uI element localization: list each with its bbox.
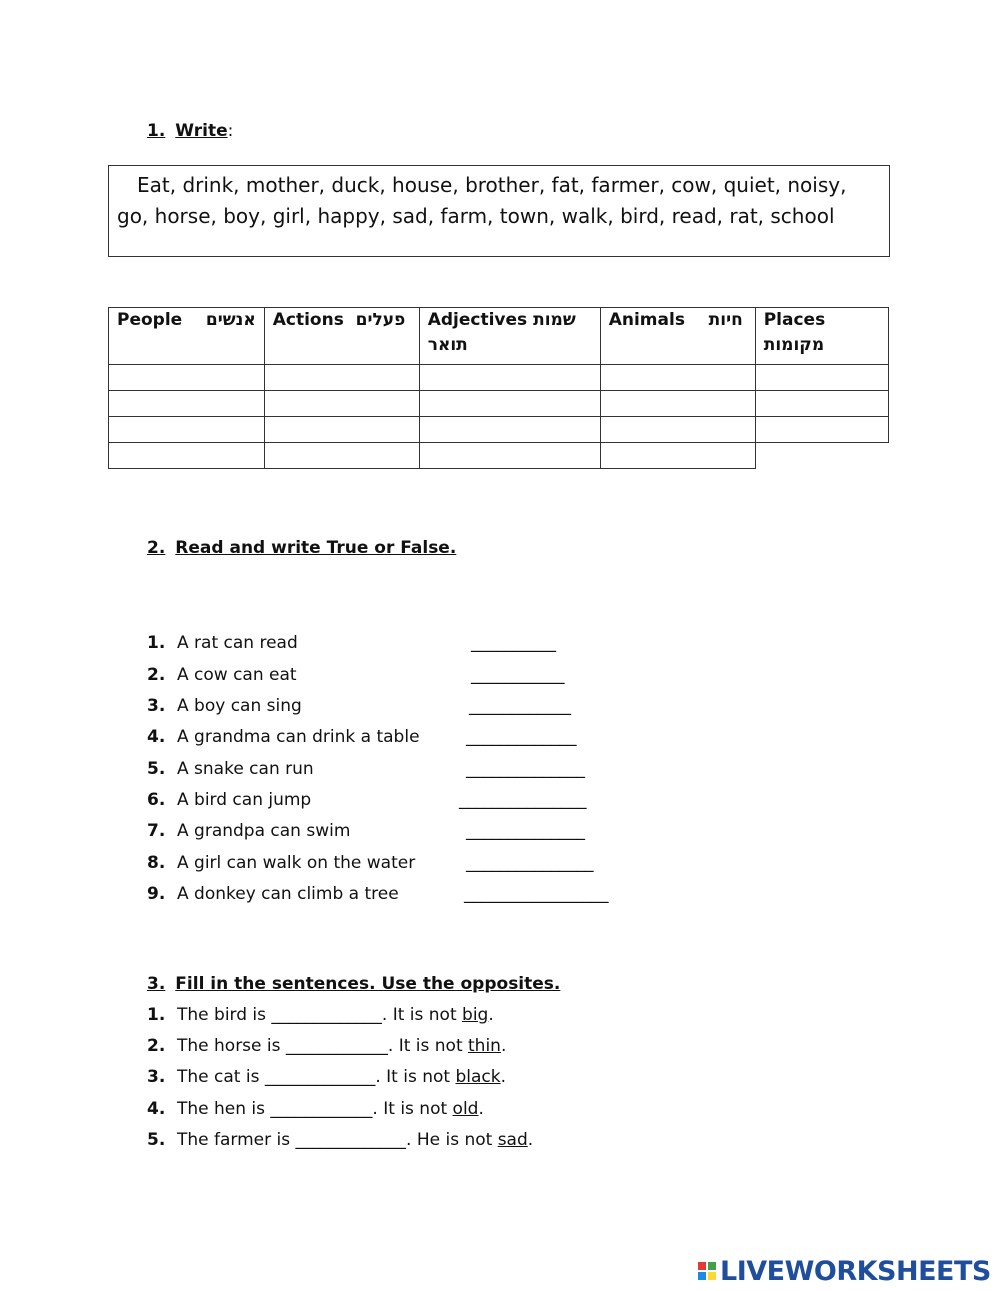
answer-blank[interactable]: _______________ [466, 853, 594, 873]
answer-cell[interactable] [109, 365, 265, 391]
list-item [147, 819, 585, 843]
opposite-word: thin [468, 1036, 501, 1056]
item-text: A cow can eat [177, 665, 297, 685]
answer-cell[interactable] [264, 391, 419, 417]
section2-title [147, 538, 456, 558]
answer-cell[interactable] [600, 365, 755, 391]
section1-number: 1. [147, 121, 166, 141]
opposite-word: old [452, 1099, 479, 1119]
header-actions [264, 308, 419, 365]
section3-title [147, 974, 560, 994]
item-number: 6. [147, 790, 166, 810]
list-item [147, 663, 565, 687]
header-adjectives-en: Adjectives [427, 310, 528, 330]
answer-cell[interactable] [419, 417, 600, 443]
list-item [147, 631, 556, 655]
table-row [109, 365, 889, 391]
header-animals [600, 308, 755, 365]
answer-blank[interactable]: ____________ [469, 696, 571, 716]
list-item [147, 1065, 506, 1089]
item-text: . [500, 1067, 506, 1087]
answer-blank[interactable]: __________ [471, 633, 556, 653]
item-text: . It is not [375, 1067, 456, 1087]
answer-cell[interactable] [755, 365, 888, 391]
answer-cell[interactable] [264, 417, 419, 443]
item-text: The farmer is [177, 1130, 296, 1150]
item-number: 7. [147, 821, 166, 841]
item-text: The bird is [177, 1005, 272, 1025]
item-text: A grandpa can swim [177, 821, 351, 841]
answer-blank[interactable]: ______________ [466, 821, 585, 841]
answer-cell[interactable] [755, 391, 888, 417]
opposite-word: black [455, 1067, 501, 1087]
logo-block [698, 1272, 706, 1280]
answer-blank[interactable]: ____________ [270, 1099, 373, 1119]
item-number: 9. [147, 884, 166, 904]
header-animals-he: חיות [708, 310, 743, 330]
list-item [147, 1003, 494, 1027]
item-text: The cat is [177, 1067, 265, 1087]
logo-blocks-icon [698, 1262, 716, 1280]
item-number: 4. [147, 1099, 166, 1119]
answer-blank[interactable]: _____________ [264, 1067, 376, 1087]
answer-cell[interactable] [109, 443, 265, 469]
item-number: 2. [147, 1036, 166, 1056]
item-text: . He is not [406, 1130, 498, 1150]
section1-title [147, 121, 233, 141]
answer-blank[interactable]: ___________ [471, 665, 565, 685]
answer-blank[interactable]: ____________ [285, 1036, 388, 1056]
opposite-word: big [462, 1005, 489, 1025]
answer-blank[interactable]: _____________ [295, 1130, 407, 1150]
item-number: 1. [147, 633, 166, 653]
table-row [109, 417, 889, 443]
section2-number: 2. [147, 538, 166, 558]
item-text: . It is not [372, 1099, 453, 1119]
header-actions-en: Actions [272, 310, 344, 330]
answer-blank[interactable]: _____________ [466, 727, 577, 747]
list-item [147, 1097, 484, 1121]
header-people-en: People [117, 310, 183, 330]
header-adjectives-he: שמות תואר [427, 310, 576, 355]
section3-title-text: Fill in the sentences. Use the opposites. [175, 974, 561, 994]
answer-cell[interactable] [109, 417, 265, 443]
item-text: A snake can run [177, 759, 314, 779]
item-number: 3. [147, 696, 166, 716]
item-number: 4. [147, 727, 166, 747]
item-text: A boy can sing [177, 696, 302, 716]
empty-cell [755, 443, 888, 469]
header-people-he: אנשים [205, 310, 256, 330]
answer-cell[interactable] [600, 443, 755, 469]
category-table [108, 307, 889, 469]
answer-cell[interactable] [419, 391, 600, 417]
table-row [109, 391, 889, 417]
item-text: . It is not [387, 1036, 469, 1056]
header-places [755, 308, 888, 365]
section1-title-text: Write [175, 121, 228, 141]
item-text: A rat can read [177, 633, 298, 653]
item-text: A bird can jump [177, 790, 312, 810]
liveworksheets-logo [698, 1256, 991, 1286]
item-text: The hen is [177, 1099, 271, 1119]
logo-block [708, 1272, 716, 1280]
item-text: A girl can walk on the water [177, 853, 416, 873]
list-item [147, 757, 585, 781]
item-number: 5. [147, 759, 166, 779]
item-number: 5. [147, 1130, 166, 1150]
item-text: A donkey can climb a tree [177, 884, 399, 904]
list-item [147, 694, 571, 718]
item-text: . [500, 1036, 507, 1056]
logo-block [698, 1262, 706, 1270]
list-item [147, 788, 587, 812]
header-places-en: Places [763, 310, 826, 330]
header-actions-he: פעלים [355, 310, 406, 330]
answer-cell[interactable] [109, 391, 265, 417]
word-bank: Eat, drink, mother, duck, house, brother, fat, farmer, cow, quiet, noisy, go, horse, boy, girl, happy, sad, farm, town, walk, bird, read, rat, school [108, 165, 890, 257]
item-number: 8. [147, 853, 166, 873]
answer-blank[interactable]: _________________ [464, 884, 609, 904]
header-animals-en: Animals [608, 310, 685, 330]
answer-blank[interactable]: ______________ [466, 759, 585, 779]
list-item [147, 851, 594, 875]
section2-title-text: Read and write True or False. [175, 538, 457, 558]
item-number: 3. [147, 1067, 166, 1087]
opposite-word: sad [497, 1130, 528, 1150]
answer-cell[interactable] [600, 391, 755, 417]
logo-text: LIVEWORKSHEETS [720, 1255, 991, 1287]
item-text: . [527, 1130, 534, 1150]
answer-cell[interactable] [264, 365, 419, 391]
header-adjectives [419, 308, 600, 365]
answer-cell[interactable] [600, 417, 755, 443]
list-item [147, 725, 577, 749]
header-people [109, 308, 265, 365]
answer-cell[interactable] [419, 443, 600, 469]
item-number: 1. [147, 1005, 166, 1025]
answer-cell[interactable] [755, 417, 888, 443]
item-number: 2. [147, 665, 166, 685]
logo-block [708, 1262, 716, 1270]
answer-cell[interactable] [264, 443, 419, 469]
item-text: . [488, 1005, 494, 1025]
item-text: The horse is [177, 1036, 286, 1056]
header-places-he: מקומות [763, 335, 825, 355]
list-item [147, 882, 609, 906]
section1-colon: : [227, 121, 234, 141]
item-text: . [478, 1099, 484, 1119]
section3-number: 3. [147, 974, 166, 994]
table-row [109, 443, 889, 469]
list-item [147, 1034, 506, 1058]
item-text: A grandma can drink a table [177, 727, 420, 747]
answer-blank[interactable]: _____________ [271, 1005, 382, 1025]
answer-blank[interactable]: _______________ [459, 790, 587, 810]
item-text: . It is not [381, 1005, 463, 1025]
list-item [147, 1128, 533, 1152]
answer-cell[interactable] [419, 365, 600, 391]
